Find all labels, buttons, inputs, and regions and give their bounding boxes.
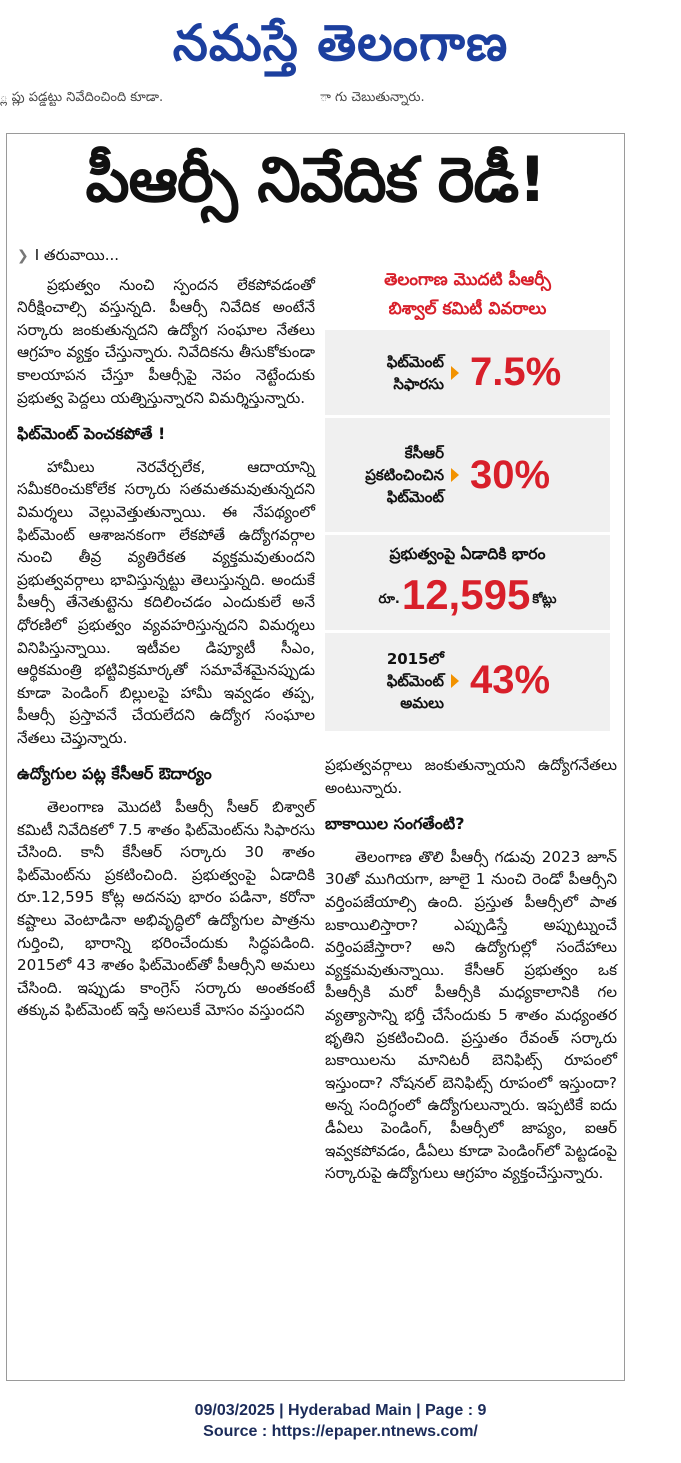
label-line: ప్రకటించించిన bbox=[365, 466, 444, 484]
info-row-2015-fitment bbox=[325, 630, 610, 728]
footer-dateline: 09/03/2025 | Hyderabad Main | Page : 9 bbox=[194, 1402, 487, 1419]
info-row-label bbox=[365, 418, 444, 532]
info-row-label: ప్రభుత్వంపై ఏడాదికి భారం bbox=[389, 545, 546, 563]
label-line: ఫిట్‌మెంట్ bbox=[386, 671, 444, 690]
headline: పీఆర్సీ నివేదిక రెడీ! bbox=[85, 143, 546, 216]
masthead-logo: నమస్తే తెలంగాణ bbox=[172, 13, 509, 72]
cutline-left: ్ల ప్లు పడ్డట్టు నివేదించింది కూడా. bbox=[0, 90, 164, 105]
chevron-right-icon: ❯ bbox=[17, 248, 29, 264]
masthead bbox=[0, 0, 681, 90]
subheading-kcr: ఉద్యోగుల పట్ల కేసీఆర్ ఔదార్యం bbox=[17, 764, 212, 784]
currency-prefix: రూ. bbox=[378, 592, 400, 607]
info-row-kcr-fitment bbox=[325, 415, 610, 532]
continuation-text: I తరువాయి... bbox=[34, 246, 119, 264]
label-line: కేసీఆర్ bbox=[404, 444, 444, 462]
burden-amount bbox=[325, 571, 610, 619]
info-row-annual-burden bbox=[325, 532, 610, 630]
continuation-label bbox=[17, 244, 315, 268]
prc-info-box bbox=[325, 261, 610, 731]
info-box-title bbox=[325, 261, 610, 327]
page-footer bbox=[0, 1400, 681, 1442]
paragraph: ప్రభుత్వవర్గాలు జంకుతున్నాయని ఉద్యోగనేతలు అంటున్నారు. bbox=[325, 756, 617, 797]
previous-article-cutline bbox=[0, 88, 681, 110]
subheading-fitment: ఫిట్‌మెంట్ పెంచకపోతే ! bbox=[17, 424, 166, 444]
info-row-label bbox=[387, 633, 444, 728]
right-column bbox=[325, 754, 617, 1191]
paragraph: తెలంగాణ మొదటి పీఆర్సీ సీఆర్ బిశ్వాల్ కమిటీ నివేదికలో 7.5 శాతం ఫిట్‌మెంట్‌ను సిఫారసు చేసింది. కానీ కేసీఆర్ సర్కారు 30 శాతం ఫిట్‌మెంట్‌ను ప్రకటించింది. ప్రభుత్వంపై ఏడాదికి రూ.12,595 కోట్ల అదనపు భారం పడినా, కరోనా కష్టాలు వెంటాడినా అభివృద్ధిలో ఉద్యోగుల పాత్రను గుర్తించి, భారాన్ని భరించేందుకు సిద్ధపడింది. 2015లో 43 శాతం ఫిట్‌మెంట్‌తో పీఆర్సీని అమలు చేసింది. ఇప్పుడు కాంగ్రెస్ సర్కారు అంతకంటే తక్కువ ఫిట్‌మెంట్ ఇస్తే అసలుకే మోసం వస్తుందని bbox=[17, 798, 315, 1020]
footer-source: Source : https://epaper.ntnews.com/ bbox=[203, 1423, 478, 1440]
triangle-right-icon bbox=[451, 468, 459, 482]
paragraph: ప్రభుత్వం నుంచి స్పందన లేకపోవడంతో నిరీక్షించాల్సి వస్తున్నది. పీఆర్సీ నివేదిక అంటేనే సర్కారు జంకుతున్నదని ఉద్యోగ సంఘాల నేతలు ఆగ్రహం వ్యక్తం చేస్తున్నారు. నివేదికను తీసుకోకుండా కాలయాపన చేస్తూ పీఆర్సీపై నెపం నెట్టేందుకు ప్రభుత్వ పెద్దలు యత్నిస్తున్నారని విమర్శిస్తున్నారు. bbox=[17, 275, 315, 407]
label-line: ఫిట్‌మెంట్ bbox=[386, 352, 444, 371]
triangle-right-icon bbox=[451, 674, 459, 688]
paragraph: హామీలు నెరవేర్చలేక, ఆదాయాన్ని సమీకరించుకోలేక సర్కారు సతమతమవుతున్నదని విమర్శలు వెల్లువెత్తుతున్నాయి. ఈ నేపథ్యంలో ఫిట్‌మెంట్ ఆశాజనకంగా లేకపోతే ఉద్యోగవర్గాల నుంచి తీవ్ర వ్యతిరేకత వ్యక్తమవుతుందని ప్రభుత్వవర్గాలు భావిస్తున్నట్టు తెలుస్తున్నది. అందుకే పీఆర్సీ తేనెతుట్టెను కదిలించడం ఎందుకులే అనే ధోరణిలో ప్రభుత్వం వ్యవహరిస్తున్నదని విమర్శలు వినిపిస్తున్నాయి. ఇటీవల డిప్యూటీ సీఎం, ఆర్థికమంత్రి భట్టివిక్రమార్కతో సమావేశమైనప్పుడు కూడా పెండింగ్ బిల్లులపై హామీ ఇవ్వడం తప్ప, పీఆర్సీ ప్రస్తావనే చేయలేదని ఉద్యోగ సంఘాల నేతలు చెప్తున్నారు. bbox=[17, 457, 315, 747]
crore-suffix: కోట్లు bbox=[532, 592, 557, 607]
triangle-right-icon bbox=[451, 366, 459, 380]
label-line: అమలు bbox=[400, 693, 444, 712]
subheading-arrears: బాకాయిల సంగతేంటి? bbox=[325, 814, 465, 834]
info-box-title-line1: తెలంగాణ మొదటి పీఆర్సీ bbox=[384, 270, 551, 290]
article-clip bbox=[6, 133, 625, 1381]
label-line: ఫిట్‌మెంట్ bbox=[386, 488, 444, 506]
cutline-right: ా గు చెబుతున్నారు. bbox=[320, 90, 425, 105]
info-row-value: 30% bbox=[470, 452, 551, 497]
paragraph: తెలంగాణ తొలి పీఆర్సీ గడువు 2023 జూన్ 30తో ముగియగా, జూలై 1 నుంచి రెండో పీఆర్సీని వర్తింపజేయాల్సి ఉంది. ప్రస్తుత పీఆర్సీలో పాత బకాయిలిస్తారా? ఎప్పుడిస్తే అప్పుట్నుంచే వర్తింపజేస్తారా? అని ఉద్యోగుల్లో సందేహాలు వ్యక్తమవుతున్నాయి. కేసీఆర్ ప్రభుత్వం ఒక పీఆర్సీకి మరో పీఆర్సీకి మధ్యకాలానికి గల వ్యత్యాసాన్ని భర్తీ చేసేందుకు 5 శాతం మధ్యంతర భృతిని ప్రకటించింది. ప్రస్తుతం రేవంత్ సర్కారు బకాయిలను మానిటరీ బెనిఫిట్స్ రూపంలో ఇస్తుందా? నోషనల్ బెనిఫిట్స్ రూపంలో ఇస్తుందా? అన్న సందిగ్ధంలో ఉద్యోగులున్నారు. ఇప్పటికే ఐదు డీఏలు పెండింగ్, పీఆర్సీలో జాప్యం, ఐఆర్ ఇవ్వకపోవడం, డీఏలు కూడా పెండింగ్‌లో పెట్టడంపై సర్కారుపై ఉద్యోగులు ఆగ్రహం వ్యక్తంచేస్తున్నారు. bbox=[325, 847, 617, 1183]
info-box-title-line2: బిశ్వాల్ కమిటీ వివరాలు bbox=[388, 299, 547, 319]
info-row-label bbox=[387, 330, 444, 415]
left-column bbox=[17, 244, 315, 1028]
label-line: 2015లో bbox=[386, 649, 444, 668]
info-row-value: 7.5% bbox=[470, 350, 562, 394]
burden-value: 12,595 bbox=[401, 571, 531, 618]
info-row-value: 43% bbox=[470, 658, 551, 702]
info-row-recommended-fitment bbox=[325, 327, 610, 415]
label-line: సిఫారసు bbox=[393, 374, 444, 393]
